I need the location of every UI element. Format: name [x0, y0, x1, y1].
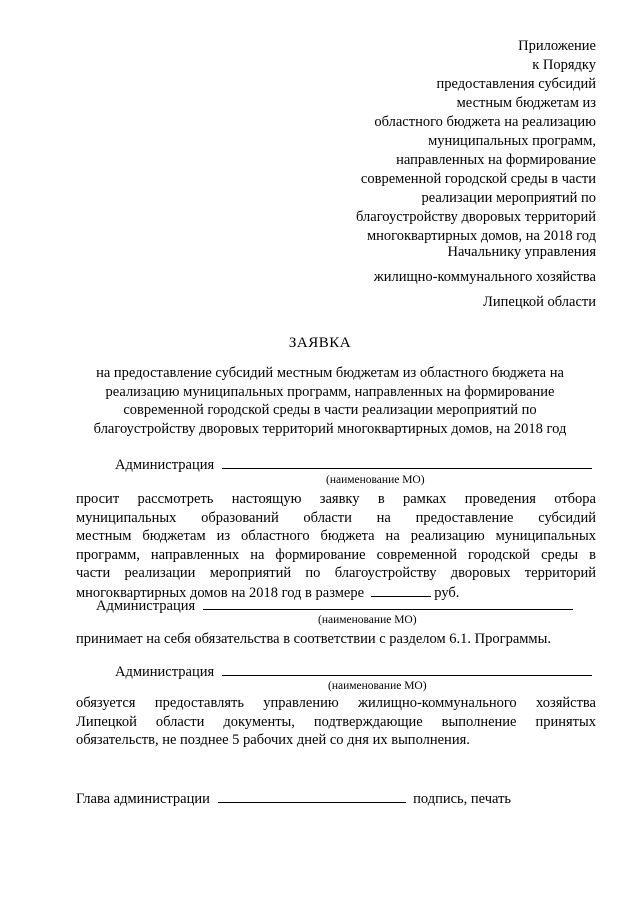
section1-amount-suffix: руб. — [434, 584, 460, 601]
section1-admin-label: Администрация — [115, 457, 215, 473]
section1-mo-name-field[interactable] — [222, 455, 592, 469]
appendix-line: местным бюджетам из — [456, 95, 596, 111]
section2-mo-caption: (наименование МО) — [318, 614, 417, 626]
subtitle-line: современной городской среды в части реализации мероприятий по — [123, 402, 537, 418]
section3-paragraph — [76, 694, 596, 750]
addressee-line: Липецкой области — [483, 294, 596, 310]
section2-admin-label: Администрация — [96, 598, 196, 614]
section1-line: муниципальных образований области на предоставление субсидий — [76, 509, 596, 526]
section1-line: части реализации мероприятий по благоустройству дворовых территорий — [76, 565, 596, 581]
appendix-line: предоставления субсидий — [436, 76, 596, 92]
section1-amount-field[interactable] — [371, 583, 431, 597]
subtitle-line: благоустройству дворовых территорий многоквартирных домов, на 2018 год — [93, 420, 567, 437]
section1-paragraph — [76, 490, 596, 602]
appendix-line: многоквартирных домов, на 2018 год — [366, 228, 596, 244]
signature-field[interactable] — [218, 789, 406, 803]
appendix-line: областного бюджета на реализацию — [374, 114, 596, 130]
section1-line: просит рассмотреть настоящую заявку в рамках проведения отбора — [76, 491, 596, 507]
section2-mo-name-field[interactable] — [203, 596, 573, 610]
section2-paragraph — [76, 630, 596, 649]
appendix-line: благоустройству дворовых территорий — [356, 209, 596, 225]
section3-line: Липецкой области документы, подтверждающие выполнение принятых — [76, 713, 596, 730]
appendix-line: реализации мероприятий по — [421, 190, 596, 206]
appendix-header — [356, 37, 596, 246]
section1-admin-row — [115, 455, 640, 474]
document-subtitle — [70, 364, 590, 438]
section3-mo-name-field[interactable] — [222, 662, 592, 676]
appendix-line: современной городской среды в части — [360, 171, 596, 187]
subtitle-line: реализацию муниципальных программ, направленных на формирование — [105, 383, 555, 400]
document-title: ЗАЯВКА — [288, 335, 352, 351]
section1-amount-prefix: многоквартирных домов на 2018 год в размере — [76, 584, 365, 601]
addressee-line: Начальнику управления — [447, 244, 596, 260]
signature-suffix: подпись, печать — [413, 791, 512, 807]
section1-line: программ, направленных на формирование современной городской среды в — [76, 546, 596, 563]
section3-admin-row — [115, 662, 640, 681]
addressee-block — [374, 240, 596, 315]
appendix-line: Приложение — [518, 38, 596, 54]
section2-text: принимает на себя обязательства в соответствии с разделом 6.1. Программы. — [76, 631, 551, 647]
section3-admin-label: Администрация — [115, 664, 215, 680]
appendix-line: направленных на формирование — [396, 152, 596, 168]
subtitle-line: на предоставление субсидий местным бюджетам из областного бюджета на — [96, 365, 564, 381]
section1-mo-caption: (наименование МО) — [326, 474, 425, 486]
section3-mo-caption: (наименование МО) — [328, 680, 427, 692]
appendix-line: к Порядку — [532, 57, 596, 73]
section3-last-line: обязательств, не позднее 5 рабочих дней со дня их выполнения. — [76, 732, 470, 748]
addressee-line: жилищно-коммунального хозяйства — [373, 269, 596, 285]
section2-admin-row — [96, 596, 640, 615]
signature-label: Глава администрации — [76, 791, 210, 807]
section3-line: обязуется предоставлять управлению жилищно-коммунального хозяйства — [76, 695, 596, 711]
signature-row — [76, 789, 511, 808]
section1-line: местным бюджетам из областного бюджета на реализацию муниципальных — [76, 528, 596, 544]
appendix-line: муниципальных программ, — [428, 133, 596, 149]
